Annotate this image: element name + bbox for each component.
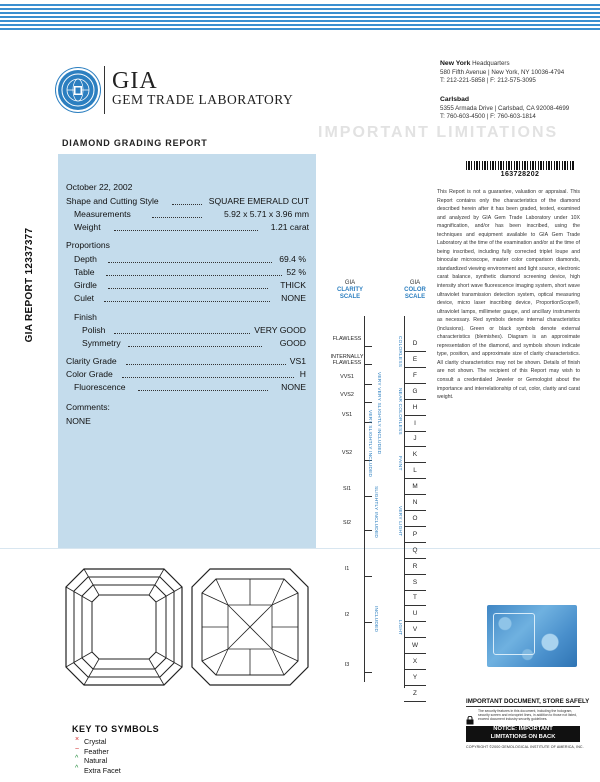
color-scale-title (400, 280, 430, 301)
copyright-line: COPYRIGHT ©2000 GEMOLOGICAL INSTITUTE OF AMERICA, INC. (466, 745, 584, 749)
color-letter: D (412, 340, 418, 347)
lab-name: GEM TRADE LABORATORY (112, 92, 294, 107)
clarity-tick (364, 496, 372, 497)
disclaimer-text: This Report is not a guarantee, valuation or appraisal. This Report contains only the characteristics of the diamond described herein after it has been graded, tested, examined and analyzed by GIA Gem Trade Laboratory under 10X magnification, and/or has been inscribed, using the techniques and equipment available to GIA Gem Trade Laboratory at the time of the examination and/or at the time of being inscribed, including fully corrected triplet loupe and binocular microscope, master color comparison diamonds, standardized viewing environment and light source, electronic carat balance, synthetic diamond screening device, high intensity short wave fluorescence imaging system, short wave ultraviolet transmission detection system, optical measuring device, micro laser inscribing device, ProportionScope®, ultraviolet lamps, millimeter gauge, and ancillary instruments as necessary. Red symbols denote internal characteristics (inclusions). Green or black symbols denote external characteristics (blemishes). Diagram is an approximate representation of the diamond, and symbols shown indicate type, position, and approximate size of clarity characteristics. All clarity characteristics may not be shown. Details of finish are not shown. The recipient of this Report may wish to consult a credentialed Jeweler or Gemologist about the importance and interrelationship of cut, color, clarity and carat weight. (437, 189, 580, 401)
clarity-grade: I3 (344, 662, 350, 668)
color-tick (404, 462, 426, 463)
clarity-grade: INTERNALLY FLAWLESS (330, 354, 364, 366)
report-barcode (466, 161, 574, 170)
key-item (75, 764, 121, 775)
security-hologram (487, 605, 577, 667)
color-tick (404, 542, 426, 543)
notice-box (466, 726, 580, 742)
shape-label: Shape and Cutting Style (66, 196, 159, 206)
color-letter: O (412, 514, 418, 522)
depth-value: 69.4 % (279, 254, 306, 264)
leader-dots (104, 293, 270, 302)
color-letter: R (412, 562, 418, 570)
clarity-grade: I1 (344, 566, 350, 572)
color-tick (404, 701, 426, 702)
office-carlsbad (440, 96, 569, 122)
color-group-label: LIGHT (397, 620, 402, 636)
leader-dots (128, 338, 262, 347)
clarity-group-label: VERY VERY SLIGHTLY INCLUDED (376, 372, 381, 455)
color-letter: S (412, 578, 418, 586)
color-scale-name: COLOR (404, 287, 426, 293)
clarity-tick (364, 530, 372, 531)
color-letter: P (412, 530, 418, 538)
color-letter: Z (413, 689, 417, 697)
fluorescence-label: Fluorescence (74, 382, 126, 392)
leader-dots (172, 196, 202, 205)
color-letter: G (412, 387, 418, 395)
security-features-note: The security features in this document, including the hologram, security screen and microprint lines, in addition to those not listed, exceed document industry security guidelines. (478, 709, 577, 721)
leader-dots (152, 209, 202, 218)
key-symbol-icon: ~ (75, 745, 80, 753)
clarity-group-label: INCLUDED (373, 606, 378, 633)
key-symbol-icon: ^ (75, 755, 79, 762)
key-label: Crystal (84, 737, 107, 746)
color-tick (404, 558, 426, 559)
culet-value: NONE (281, 293, 306, 303)
color-letter: M (412, 483, 418, 491)
color-letter: U (412, 610, 418, 618)
color-tick (404, 526, 426, 527)
clarity-scale-axis (364, 316, 365, 682)
leader-dots (138, 382, 268, 391)
shape-value: SQUARE EMERALD CUT (208, 196, 309, 206)
clarity-grade-value: VS1 (289, 356, 306, 366)
key-item (75, 736, 107, 746)
clarity-tick (364, 384, 372, 385)
key-to-symbols-title: KEY TO SYMBOLS (72, 724, 160, 734)
color-tick (404, 653, 426, 654)
color-tick (404, 621, 426, 622)
color-tick (404, 510, 426, 511)
clarity-tick (364, 402, 372, 403)
color-letter: E (412, 355, 418, 363)
culet-label: Culet (74, 293, 95, 303)
fold-line (0, 548, 600, 549)
color-tick (404, 478, 426, 479)
clarity-grade: FLAWLESS (332, 336, 362, 342)
finish-heading: Finish (74, 312, 97, 322)
polish-label: Polish (82, 325, 106, 335)
report-date: October 22, 2002 (66, 182, 133, 192)
leader-dots (122, 369, 294, 378)
key-item (75, 755, 108, 765)
hologram-square (493, 613, 535, 655)
color-letter: I (414, 419, 416, 427)
clarity-scale-name: CLARITY (337, 287, 363, 293)
color-letter: X (412, 658, 418, 665)
symmetry-label: Symmetry (82, 338, 121, 348)
clarity-tick (364, 622, 372, 623)
clarity-grade-label: Clarity Grade (66, 356, 117, 366)
barcode-number: 163728202 (500, 171, 540, 178)
leader-dots (106, 267, 282, 276)
color-tick (404, 605, 426, 606)
color-tick (404, 415, 426, 416)
weight-value: 1.21 carat (270, 222, 309, 232)
clarity-group-label: VERY SLIGHTLY INCLUDED (367, 410, 372, 478)
office-address: 580 Fifth Avenue | New York, NY 10036-4794 (440, 68, 565, 76)
clarity-scale-subtitle: SCALE (339, 294, 361, 300)
color-grade-value: H (299, 369, 306, 379)
color-letter: L (413, 467, 417, 475)
color-tick (404, 399, 426, 400)
girdle-value: THICK (280, 280, 306, 290)
color-tick (404, 685, 426, 686)
clarity-grade: VVS1 (340, 374, 354, 380)
leader-dots (114, 325, 250, 334)
color-group-label: COLORLESS (397, 336, 402, 368)
color-letter: F (413, 371, 417, 379)
color-tick (404, 383, 426, 384)
color-letter: J (413, 435, 417, 443)
important-divider (466, 706, 580, 707)
key-item (75, 745, 109, 756)
color-tick (404, 446, 426, 447)
color-group-label: FAINT (397, 456, 402, 471)
key-label: Feather (84, 746, 109, 756)
office-phones: T: 760-603-4500 | F: 760-603-1814 (440, 113, 536, 121)
measurements-label: Measurements (74, 209, 131, 219)
table-value: 52 % (286, 267, 306, 277)
grading-panel (58, 154, 316, 548)
color-scale-brand: GIA (409, 280, 421, 286)
color-scale-subtitle: SCALE (404, 294, 426, 300)
office-city: New York (440, 60, 471, 67)
key-symbol-icon: ^ (75, 764, 79, 772)
office-new-york (440, 60, 564, 86)
grading-scales (318, 280, 440, 696)
clarity-grade: SI2 (342, 520, 352, 526)
color-grade-label: Color Grade (66, 369, 113, 379)
girdle-label: Girdle (74, 280, 97, 290)
color-letter: N (412, 499, 418, 506)
leader-dots (114, 222, 258, 231)
notice-line-1: NOTICE: IMPORTANT (493, 726, 553, 732)
comments-value: NONE (66, 416, 91, 426)
report-number-text: GIA REPORT 12337377 (24, 227, 35, 343)
color-tick (404, 590, 426, 591)
clarity-scale-title (332, 280, 368, 301)
notice-line-2: LIMITATIONS ON BACK (490, 733, 556, 740)
color-tick (404, 431, 426, 432)
key-label: Extra Facet (84, 765, 121, 775)
color-letter: Y (412, 673, 418, 681)
fluorescence-value: NONE (281, 382, 306, 392)
color-letter: Q (412, 546, 418, 554)
depth-label: Depth (74, 254, 97, 264)
leader-dots (108, 254, 272, 263)
weight-label: Weight (74, 222, 101, 232)
polish-value: VERY GOOD (254, 325, 306, 335)
important-title: IMPORTANT DOCUMENT, STORE SAFELY (466, 698, 590, 705)
color-letter: K (412, 451, 418, 459)
color-tick (404, 351, 426, 352)
pavilion-view-diagram (188, 565, 312, 689)
color-tick (404, 367, 426, 368)
logo-divider (104, 66, 105, 114)
color-tick (404, 669, 426, 670)
clarity-group-label: SLIGHTLY INCLUDED (373, 486, 378, 539)
color-tick (404, 637, 426, 638)
lock-icon (466, 712, 474, 721)
table-label: Table (74, 267, 95, 277)
color-group-label: VERY LIGHT (397, 506, 402, 537)
office-phones: T: 212-221-5858 | F: 212-575-3095 (440, 77, 536, 85)
brand-name: GIA (112, 68, 158, 94)
color-tick (404, 494, 426, 495)
clarity-tick (364, 576, 372, 577)
clarity-tick (364, 364, 372, 365)
clarity-grade: I2 (344, 612, 350, 618)
key-label: Natural (84, 756, 108, 765)
office-city: Carlsbad (440, 96, 470, 103)
gia-globe-seal-icon (58, 70, 98, 110)
report-heading: DIAMOND GRADING REPORT (62, 138, 208, 148)
clarity-grade: VS2 (341, 450, 353, 456)
leader-dots (126, 356, 286, 365)
clarity-scale-brand: GIA (344, 280, 356, 286)
office-role: Headquarters (472, 60, 510, 67)
crown-view-diagram (62, 565, 186, 689)
color-letter: H (412, 403, 418, 411)
leader-dots (108, 280, 268, 289)
clarity-grade: VVS2 (340, 392, 354, 398)
office-address: 5355 Armada Drive | Carlsbad, CA 92008-4699 (440, 104, 570, 112)
ghost-limitations-heading: IMPORTANT LIMITATIONS (318, 124, 559, 141)
clarity-grade: SI1 (342, 486, 352, 492)
key-symbol-icon: × (75, 736, 80, 743)
clarity-grade: VS1 (341, 412, 353, 418)
clarity-tick (364, 672, 372, 673)
color-letter: T (413, 594, 417, 602)
clarity-tick (364, 346, 372, 347)
comments-label: Comments: (66, 402, 110, 412)
color-tick (404, 574, 426, 575)
color-letter: W (411, 642, 419, 650)
color-letter: V (412, 626, 418, 634)
color-group-label: NEAR COLORLESS (397, 388, 402, 435)
symmetry-value: GOOD (279, 338, 306, 348)
measurements-value: 5.92 x 5.71 x 3.96 mm (223, 209, 309, 219)
top-stripe-band (0, 4, 600, 30)
proportions-heading: Proportions (66, 240, 110, 250)
